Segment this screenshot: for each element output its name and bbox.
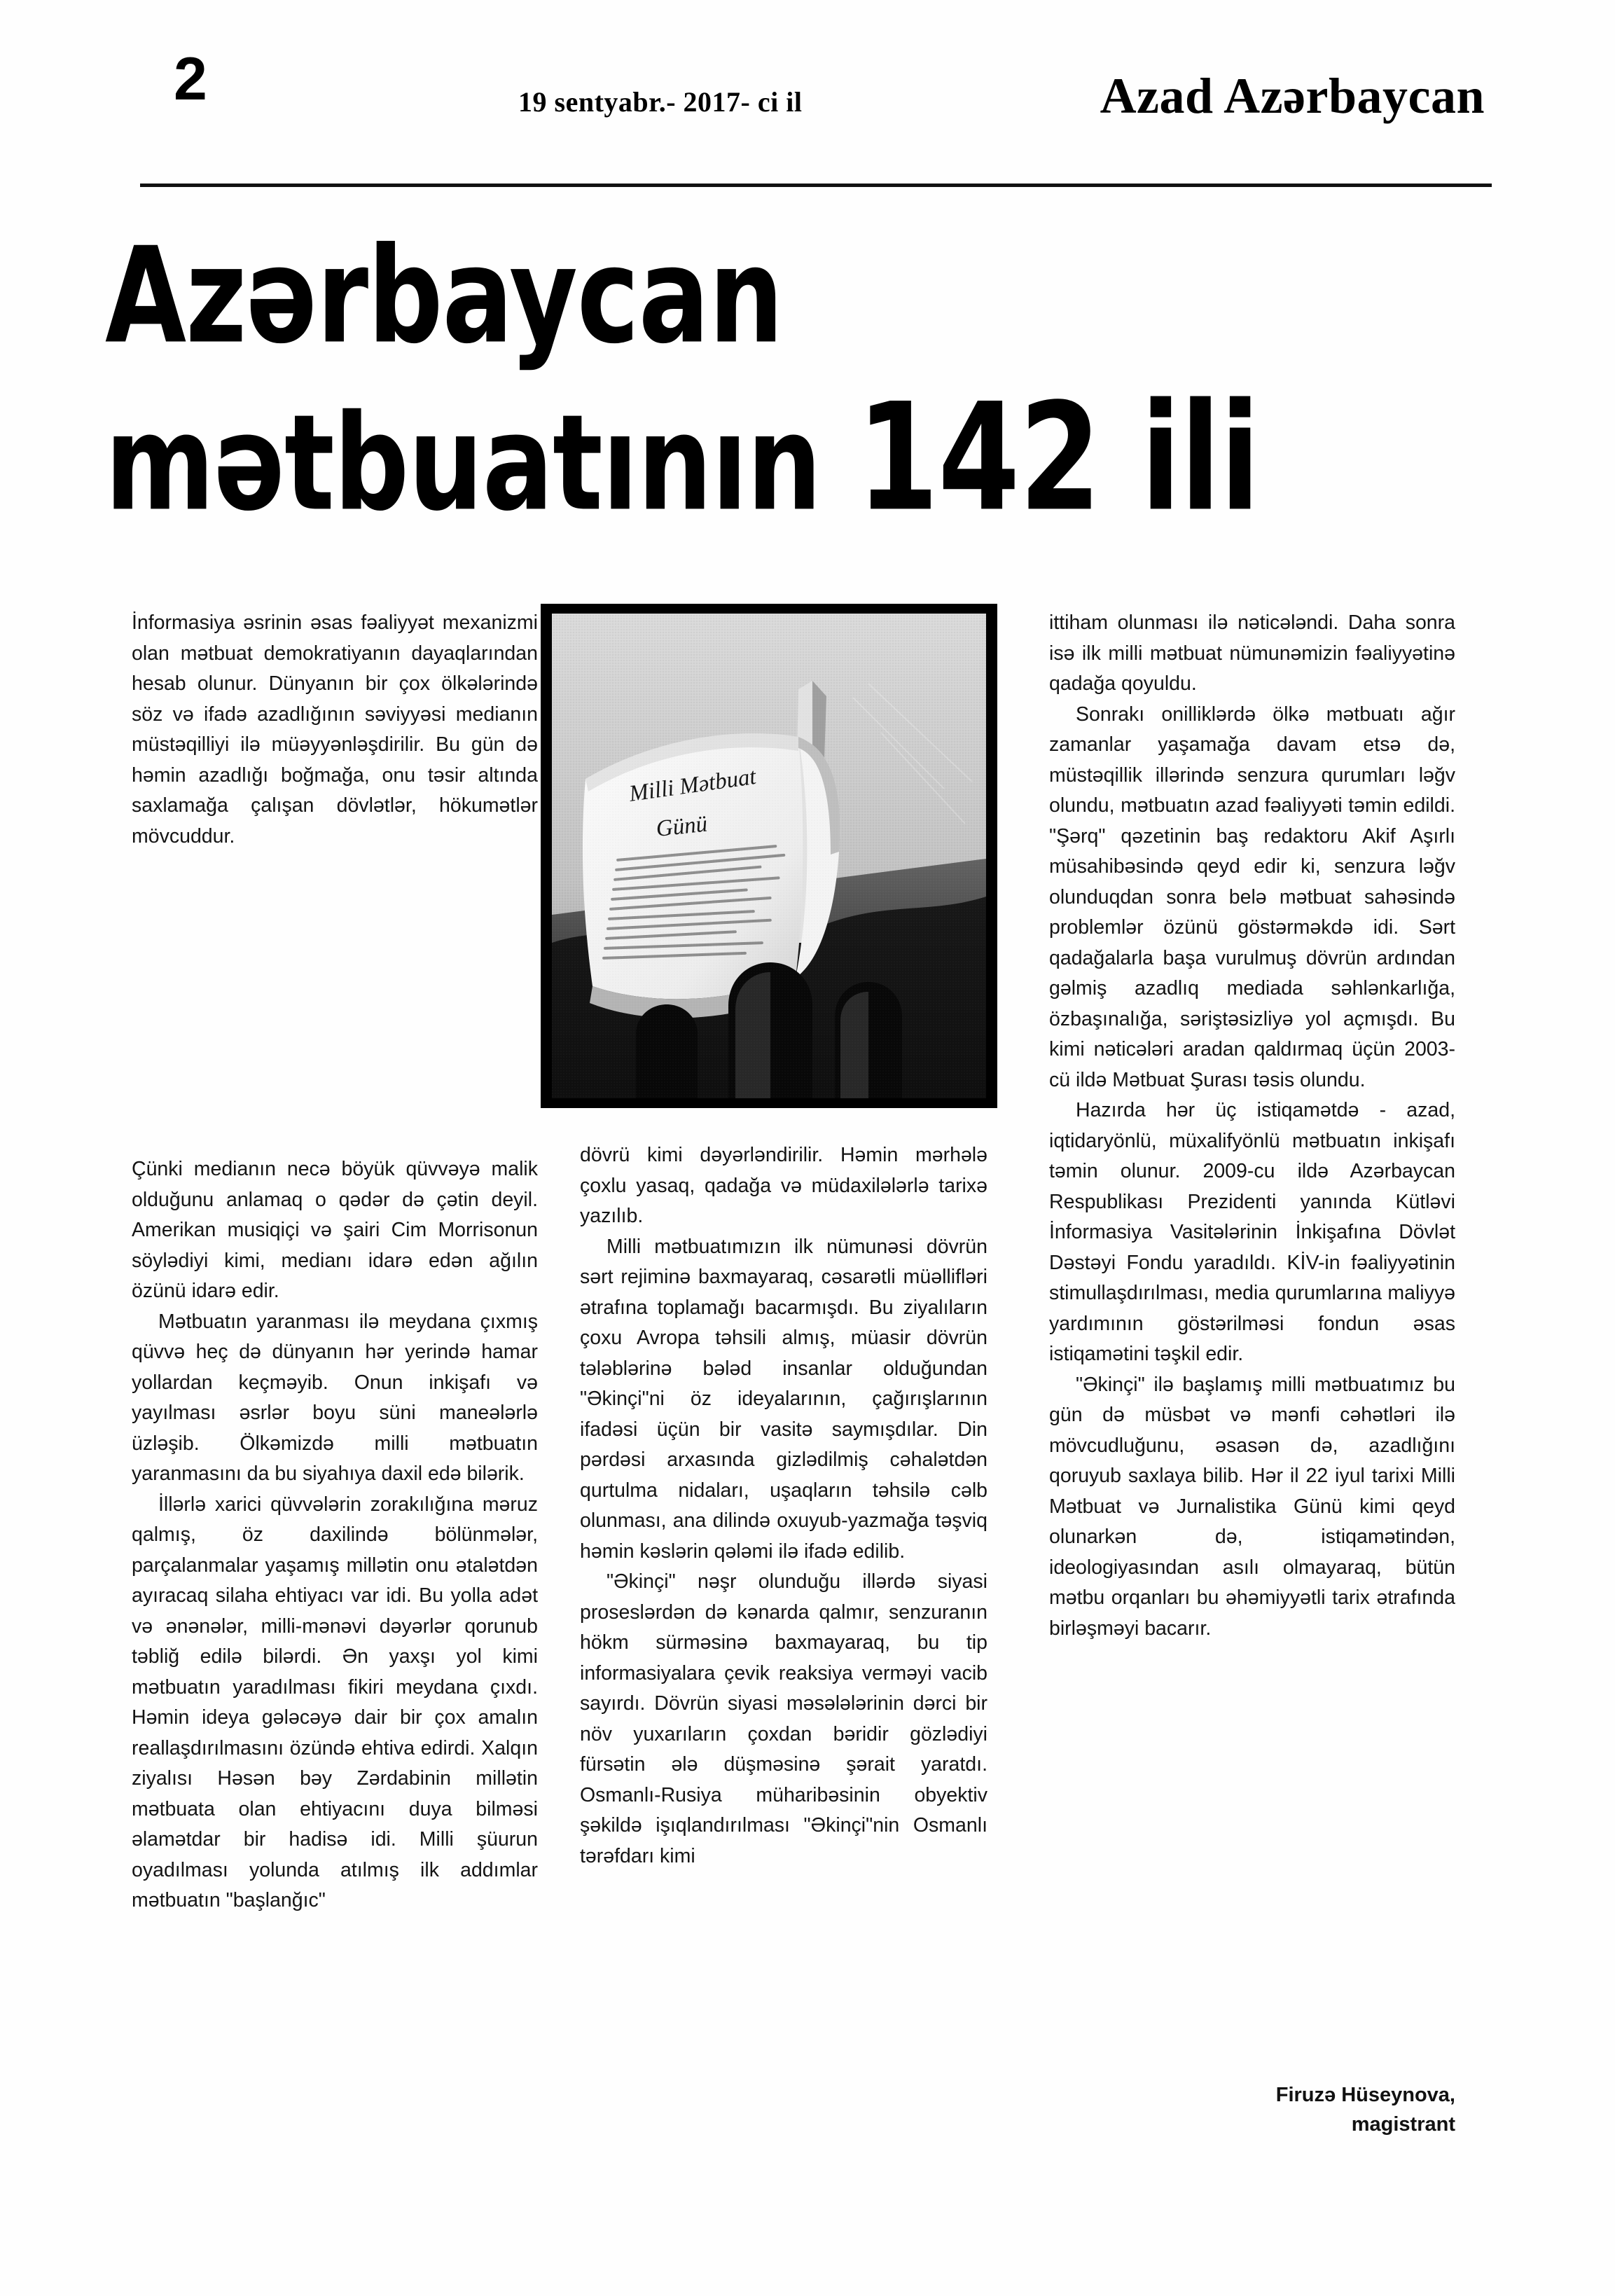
masthead-divider [140,184,1492,187]
milli-metbuat-gunu-illustration [552,614,986,1098]
page-number: 2 [174,46,207,113]
paragraph: "Əkinçi" ilə başlamış milli mətbuatımız bu gün də müsbət və mənfi cəhətləri ilə mövcudluğunu, əsasən də, azadlığını qoruyub saxlaya bilib. Hər il 22 iyul tarixi Milli Mətbuat və Jurnalistika Günü kimi qeyd olunarkən də, istiqamətindən, ideologiyasından asılı olmayaraq, bütün mətbu orqanları bu əhəmiyyətli tarix ətrafında birləşməyi bacarır. [1049,1373,1455,1640]
paragraph: İllərlə xarici qüvvələrin zorakılığına məruz qalmış, öz daxilində bölünmələr, parçalanmalar yaşamış millətin onu ətalətdən ayıracaq silaha ehtiyacı var idi. Bu yolla adət və ənənələr, milli-mənəvi dəyərlər qorunub təbliğ edilə bilərdi. Ən yaxşı yol kimi mətbuatın yaradılması fikiri meydana çıxdı. Həmin ideya gələcəyə dair bir çox amalın reallaşdırılmasını özündə ehtiva edirdi. Xalqın ziyalısı Həsən bəy Zərdabinin millətin mətbuata olan ehtiyacını duya bilməsi əlamətdar bir hadisə idi. Milli şüurun oyadılması yolunda atılmış ilk addımlar mətbuatın "başlanğıc" [132,1493,538,1911]
article-photo-image [552,614,986,1098]
body-column-middle [580,1140,987,1872]
body-column-left-lower [132,1154,538,1916]
headline-line-2-number: 142 ili [857,371,1260,544]
article-headline [105,219,1534,544]
masthead [140,42,1492,147]
byline-author: Firuzə Hüseynova, [1275,2084,1455,2106]
headline-line-1: Azərbaycan [105,219,783,373]
paragraph: Mətbuatın yaranması ilə meydana çıxmış qüvvə heç də dünyanın hər yerində hamar yollardan keçməyib. Onun inkişafı və yayılması əsrlər boyu süni maneələrlə üzləşib. Ölkəmizdə milli mətbuatın yaranmasını da bu siyahıya daxil edə bilərik. [132,1310,538,1485]
paragraph: Milli mətbuatımızın ilk nümunəsi dövrün sərt rejiminə baxmayaraq, cəsarətli müəllifləri ətrafına toplamağı bacarmışdı. Bu ziyalıların çoxu Avropa təhsili almış, müasir dövrün tələblərinə bələd insanlar olduğundan "Əkinçi"ni öz ideyalarının, çağırışlarının ifadəsi üçün bir vasitə saymışdılar. Din pərdəsi arxasında gizlədilmiş cəhalətdən qurtulma nidaları, uşaqların təhsilə cəlb olunması, ana dilində oxuyub-yazmağa təşviq həmin kəslərin qələmi ilə ifadə edilib. [580,1235,987,1563]
paragraph: Çünki medianın necə böyük qüvvəyə malik olduğunu anlamaq o qədər də çətin deyil. Amerikan musiqiçi və şairi Cim Morrisonun söylədiyi kimi, medianı idarə edən ağılın özünü idarə edir. [132,1158,538,1302]
paragraph: "Əkinçi" nəşr olunduğu illərdə siyasi proseslərdən də kənarda qalmır, senzuranın hökm sürməsinə baxmayaraq, bu tip informasiyalara çevik reaksiya verməyi vacib sayırdı. Dövrün siyasi məsələlərinin dərci bir növ yuxarıların çoxdan bəridir gözlədiyi fürsətin ələ düşməsinə şərait yaratdı. Osmanlı-Rusiya müharibəsinin obyektiv şəkildə işıqlandırılması "Əkinçi"nin Osmanlı tərəfdarı kimi [580,1570,987,1867]
newspaper-title: Azad Azərbaycan [1100,68,1485,124]
issue-date: 19 sentyabr.- 2017- ci il [518,86,803,118]
article-photo [541,604,997,1108]
paragraph: Hazırda hər üç istiqamətdə - azad, iqtidaryönlü, müxalifyönlü mətbuatın inkişafı təmin olunur. 2009-cu ildə Azərbaycan Respublikası Prezidenti yanında Kütləvi İnformasiya Vasitələrinin İnkişafına Dövlət Dəstəyi Fondu yaradıldı. KİV-in fəaliyyətinin stimullaşdırılması, media qurumlarına maliyyə yardımının göstərilməsi fondun əsas istiqamətini təşkil edir. [1049,1099,1455,1365]
headline-line-2-text: mətbuatının [105,387,857,541]
body-column-right [1049,608,1455,1644]
paragraph: ittiham olunması ilə nəticələndi. Daha sonra isə ilk milli mətbuat nümunəmizin fəaliyyətinə qadağa qoyuldu. [1049,611,1455,695]
paragraph: dövrü kimi dəyərləndirilir. Həmin mərhələ çoxlu yasaq, qadağa və müdaxilələrlə tarixə yazılıb. [580,1144,987,1227]
headline-line-2 [105,371,1534,544]
article-byline [1049,2080,1455,2139]
paragraph: Sonrakı onilliklərdə ölkə mətbuatı ağır zamanlar yaşamağa davam etsə də, müstəqillik illərində senzura qurumları ləğv olundu, mətbuatın azad fəaliyyəti təmin edildi. "Şərq" qəzetinin baş redaktoru Akif Aşırlı müsahibəsində qeyd edir ki, senzura ləğv olunduqdan sonra belə mətbuat sahəsində problemlər özünü göstərməkdə idi. Sərt qadağalarla başa vurulmuş dövrün ardından gəlmiş azadlıq mediada səhlənkarlığa, özbaşınalığa, səriştəsizliyə yol açmışdı. Bu kimi nəticələri aradan qaldırmaq üçün 2003-cü ildə Mətbuat Şurası təsis olundu. [1049,703,1455,1091]
body-column-left-upper [132,608,538,852]
byline-role: magistrant [1351,2113,1455,2136]
paragraph: İnformasiya əsrinin əsas fəaliyyət mexanizmi olan mətbuat demokratiyanın dayaqlarından hesab olunur. Dünyanın bir çox ölkələrində söz və ifadə azadlığının səviyyəsi medianın müstəqilliyi ilə müəyyənləşdirilir. Bu gün də həmin azadlığı boğmağa, onu təsir altında saxlamağa çalışan dövlətlər, hökumətlər mövcuddur. [132,611,538,848]
